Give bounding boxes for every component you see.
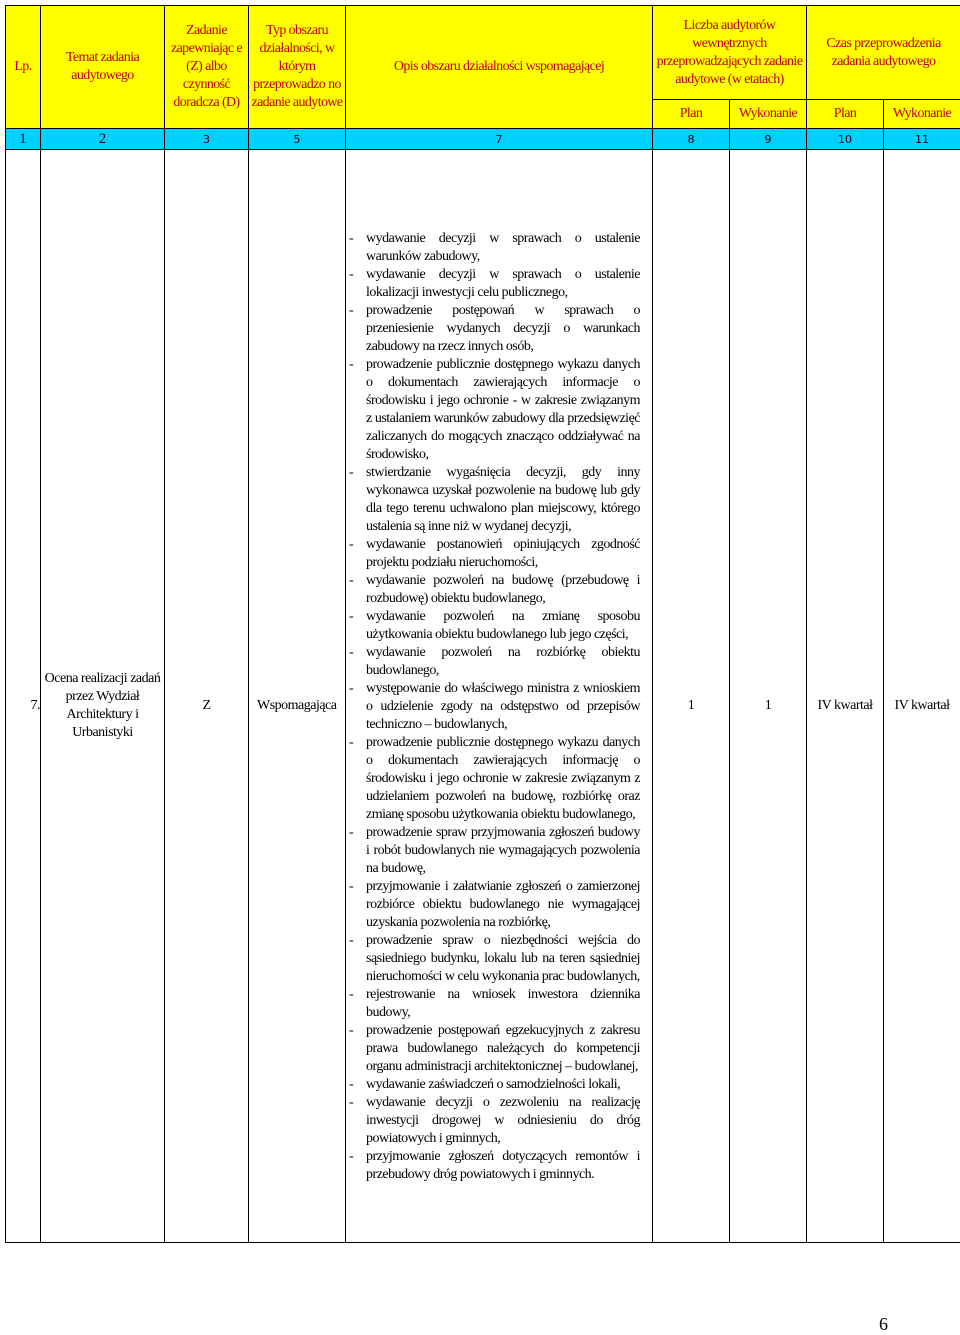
header-typ: Typ obszaru działalności, w którym przeprowadzo no zadanie audytowe xyxy=(249,6,346,129)
header-zadanie: Zadanie zapewniając e (Z) albo czynność doradcza (D) xyxy=(165,6,249,129)
list-item: - wydawanie decyzji w sprawach o ustalenie lokalizacji inwestycji celu publicznego, xyxy=(349,266,640,302)
column-number: 11 xyxy=(884,129,960,150)
page-number: 6 xyxy=(879,1314,888,1335)
row-typ: Wspomagająca xyxy=(249,150,346,1243)
column-number: 10 xyxy=(807,129,884,150)
row-lp: 7. xyxy=(6,150,41,1243)
column-number: 2 xyxy=(41,129,165,150)
column-number: 1 xyxy=(6,129,41,150)
row-opis xyxy=(346,150,653,1243)
header-plan-2: Plan xyxy=(807,100,884,129)
header-czas: Czas przeprowadzenia zadania audytowego xyxy=(807,6,960,100)
header-temat: Temat zadania audytowego xyxy=(41,6,165,129)
column-number: 7 xyxy=(346,129,653,150)
list-item: - prowadzenie spraw o niezbędności wejścia do sąsiedniego budynku, lokalu lub na teren sąsiedniej nieruchomości w celu wykonania prac budowlanych, xyxy=(349,932,640,986)
list-item: - wydawanie decyzji w sprawach o ustalenie warunków zabudowy, xyxy=(349,230,640,266)
list-item: - wydawanie postanowień opiniujących zgodność projektu podziału nieruchomości, xyxy=(349,536,640,572)
column-number: 3 xyxy=(165,129,249,150)
list-item: - wydawanie pozwoleń na rozbiórkę obiektu budowlanego, xyxy=(349,644,640,680)
row-temat: Ocena realizacji zadań przez Wydział Architektury i Urbanistyki xyxy=(41,150,165,1243)
list-item: - wydawanie pozwoleń na zmianę sposobu użytkowania obiektu budowlanego lub jego części, xyxy=(349,608,640,644)
header-wykonanie-2: Wykonanie xyxy=(884,100,960,129)
column-number: 8 xyxy=(653,129,730,150)
list-item: - stwierdzanie wygaśnięcia decyzji, gdy inny wykonawca uzyskał pozwolenie na budowę lub gdy dla tego terenu uchwalono plan miejscowy, którego ustalenia są inne niż w wydanej decyzji, xyxy=(349,464,640,536)
list-item: - prowadzenie publicznie dostępnego wykazu danych o dokumentach zawierających informację o środowisku i jego ochronie w zakresie związanym z udzielaniem pozwoleń na budowę, rozbiórkę oraz zmianę sposobu użytkowania obiektu budowlanego, xyxy=(349,734,640,824)
row-czas-plan: IV kwartał xyxy=(807,150,884,1243)
row-zadanie: Z xyxy=(165,150,249,1243)
opis-list xyxy=(349,230,640,1184)
list-item: - prowadzenie publicznie dostępnego wykazu danych o dokumentach zawierających informacje o środowisku i jego ochronie - w zakresie związanym z ustalaniem warunków zabudowy dla przedsięwzięć zaliczanych do mogących znacząco oddziaływać na środowisko, xyxy=(349,356,640,464)
list-item: - rejestrowanie na wniosek inwestora dziennika budowy, xyxy=(349,986,640,1022)
list-item: - wydawanie decyzji o zezwoleniu na realizację inwestycji drogowej w odniesieniu do dróg powiatowych i gminnych, xyxy=(349,1094,640,1148)
header-opis: Opis obszaru działalności wspomagającej xyxy=(346,6,653,129)
row-liczba-wykonanie: 1 xyxy=(730,150,807,1243)
column-number-row xyxy=(6,129,960,150)
list-item: - występowanie do właściwego ministra z wnioskiem o udzielenie zgody na odstępstwo od przepisów techniczno – budowlanych, xyxy=(349,680,640,734)
list-item: - przyjmowanie zgłoszeń dotyczących remontów i przebudowy dróg powiatowych i gminnych. xyxy=(349,1148,640,1184)
row-czas-wykonanie: IV kwartał xyxy=(884,150,960,1243)
header-liczba: Liczba audytorów wewnętrznych przeprowadzających zadanie audytowe (w etatach) xyxy=(653,6,807,100)
header-wykonanie-1: Wykonanie xyxy=(730,100,807,129)
row-liczba-plan: 1 xyxy=(653,150,730,1243)
list-item: - przyjmowanie i załatwianie zgłoszeń o zamierzonej rozbiórce obiektu budowlanego nie wymagającej uzyskania pozwolenia na rozbiórkę, xyxy=(349,878,640,932)
list-item: - prowadzenie postępowań egzekucyjnych z zakresu prawa budowlanego należących do kompetencji organu administracji architektonicznej – budowlanej, xyxy=(349,1022,640,1076)
column-number: 5 xyxy=(249,129,346,150)
header-plan-1: Plan xyxy=(653,100,730,129)
list-item: - wydawanie zaświadczeń o samodzielności lokali, xyxy=(349,1076,640,1094)
audit-plan-table xyxy=(5,5,960,1243)
list-item: - wydawanie pozwoleń na budowę (przebudowę i rozbudowę) obiektu budowlanego, xyxy=(349,572,640,608)
table-row xyxy=(6,150,960,1243)
list-item: - prowadzenie spraw przyjmowania zgłoszeń budowy i robót budowlanych nie wymagających pozwolenia na budowę, xyxy=(349,824,640,878)
header-lp: Lp. xyxy=(6,6,41,129)
list-item: - prowadzenie postępowań w sprawach o przeniesienie wydanych decyzji o warunkach zabudowy na rzecz innych osób, xyxy=(349,302,640,356)
column-number: 9 xyxy=(730,129,807,150)
